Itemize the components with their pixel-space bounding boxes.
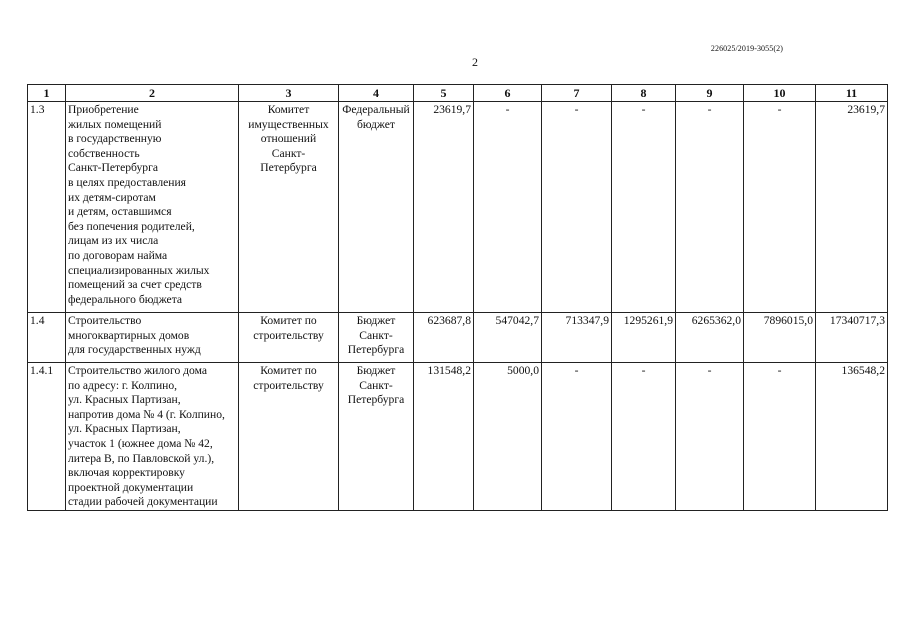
column-header: 9 [676,85,744,102]
row-value: - [744,363,816,511]
column-header: 4 [339,85,414,102]
row-number: 1.3 [28,102,66,313]
row-total: 23619,7 [816,102,888,313]
table-row [28,313,888,363]
column-header: 11 [816,85,888,102]
row-value: - [474,102,542,313]
row-value: - [612,102,676,313]
document-id: 226025/2019-3055(2) [710,44,783,53]
column-header: 7 [542,85,612,102]
column-header: 8 [612,85,676,102]
row-total: 136548,2 [816,363,888,511]
row-value: 623687,8 [414,313,474,363]
row-funding-source: Бюджет Санкт- Петербурга [339,363,414,511]
column-header: 1 [28,85,66,102]
row-executor: Комитет по строительству [239,313,339,363]
row-description: Строительство жилого дома по адресу: г. Колпино, ул. Красных Партизан, напротив дома № 4 (г. Колпино, ул. Красных Партизан, участок 1 (южнее дома № 42, литера В, по Павловской ул.), включая корректировку проектной документации стадии рабочей документации [66,363,239,511]
row-value: 547042,7 [474,313,542,363]
row-number: 1.4.1 [28,363,66,511]
page-number: 2 [472,55,478,69]
row-value: 23619,7 [414,102,474,313]
row-value: - [542,102,612,313]
column-header: 5 [414,85,474,102]
row-description: Строительство многоквартирных домов для государственных нужд [66,313,239,363]
row-funding-source: Бюджет Санкт- Петербурга [339,313,414,363]
row-number: 1.4 [28,313,66,363]
row-value: - [676,102,744,313]
row-value: 7896015,0 [744,313,816,363]
column-header: 6 [474,85,542,102]
column-header: 2 [66,85,239,102]
table-row [28,363,888,511]
row-value: - [744,102,816,313]
row-value: 6265362,0 [676,313,744,363]
row-value: - [612,363,676,511]
column-header: 3 [239,85,339,102]
row-value: - [542,363,612,511]
row-description: Приобретение жилых помещений в государственную собственность Санкт-Петербурга в целях предоставления их детям-сиротам и детям, оставшимся без попечения родителей, лицам из их числа по договорам найма специализированных жилых помещений за счет средств федерального бюджета [66,102,239,313]
row-value: 713347,9 [542,313,612,363]
row-funding-source: Федеральный бюджет [339,102,414,313]
row-value: - [676,363,744,511]
column-header: 10 [744,85,816,102]
row-executor: Комитет по строительству [239,363,339,511]
row-total: 17340717,3 [816,313,888,363]
table-header-row [28,85,888,102]
row-executor: Комитет имущественных отношений Санкт- Петербурга [239,102,339,313]
program-table [27,84,888,511]
table-row [28,102,888,313]
row-value: 131548,2 [414,363,474,511]
row-value: 1295261,9 [612,313,676,363]
row-value: 5000,0 [474,363,542,511]
